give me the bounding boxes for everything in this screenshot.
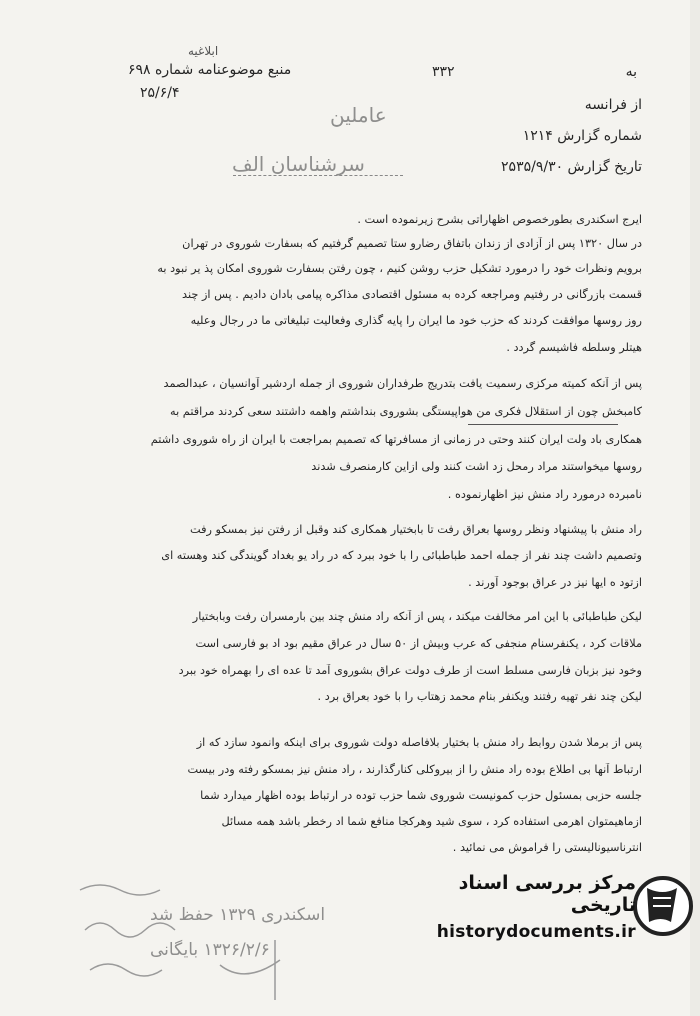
body-line: وتصمیم داشت چند نفر از جمله احمد طباطبائی را با خود ببرد که در راد یو بغداد گویندگی کند وهسته ای (161, 549, 642, 562)
handwritten-note-1: عاملین (330, 103, 387, 127)
recipient-value: ۳۳۲ (432, 64, 455, 80)
body-line: لیکن طباطبائی با این امر مخالفت میکند ، پس از آنکه راد منش چند بین بارمسران رفت وبابختیار (192, 610, 642, 623)
logo-url: historydocuments.ir (436, 922, 636, 942)
body-line: لیکن چند نفر تهیه رفتند ویکنفر بنام محمد زهتاب را با خود بعراق برد . (317, 690, 642, 703)
body-line: قسمت بازرگانی در رفتیم ومراجعه کرده به مسئول اقتصادی مذاکره پیامی بادان دادیم . پس از چند (182, 288, 642, 301)
body-line: برویم ونظرات خود را درمورد تشکیل حزب روشن کنیم ، چون رفتن بسفارت شوروی امکان پذ یر نبود به (157, 262, 642, 275)
body-line: ایرج اسکندری بطورخصوص اظهاراتی بشرح زیرنموده است . (357, 213, 642, 226)
handwritten-scribbles (70, 870, 310, 1010)
body-line: جلسه حزبی بمسئول حزب کمونیست شوروی شما حزب توده در ارتباط بوده اظهار میدارد شما (200, 789, 642, 802)
handwritten-underline (233, 175, 403, 176)
report-number: شماره گزارش ۱۲۱۴ (522, 128, 642, 144)
body-line: راد منش با پیشنهاد ونظر روسها بعراق رفت تا بابختیار همکاری کند وقبل از رفتن نیز بمسکو رفت (190, 523, 642, 536)
body-line: در سال ۱۳۲۰ پس از آزادی از زندان باتفاق رضارو ستا تصمیم گرفتیم که بسفارت شوروی در تهران (182, 237, 642, 250)
body-line: کامبخش چون از استقلال فکری من هواپیستگی بشوروی بنداشتم واهمه داشتند سعی کردند مراقتم به (170, 405, 642, 418)
body-line: ازتود ه ایها نیز در عراق بوجود آورند . (468, 576, 642, 589)
body-line: پس از برملا شدن روابط راد منش با بختیار بلافاصله دولت شوروی برای اینکه وانمود سازد که از (196, 736, 642, 749)
sender-line: از فرانسه (584, 97, 642, 113)
name-underline (468, 424, 618, 425)
footer-handwriting-2: ۱۳۲۶/۲/۶ بایگانی (150, 940, 270, 960)
body-line: روز روسها موافقت کردند که حزب خود ما ایران را پایه گذاری وفعالیت تبلیغاتی ما در رجال وعلیه (190, 314, 642, 327)
stamp-top-text: ابلاغیه (188, 44, 219, 58)
logo-title: مرکز بررسی اسناد تاریخی (458, 872, 636, 916)
body-line: ازماهیمتوان اهرمی استفاده کرد ، سوی شید وهرکجا منافع شما اد رخطر باشد همه مسائل (221, 815, 642, 828)
body-line: روسها میخواستند مراد رمحل زد اشت کنند ولی ازاین کارمنصرف شدند (311, 460, 642, 473)
body-line: ارتباط آنها بی اطلاع بوده راد منش را از بیروکلی کنارگذارند ، راد منش نیز بمسکو رفته ودر بیست (187, 763, 642, 776)
logo-text-block (414, 872, 636, 942)
body-line: پس از آنکه کمیته مرکزی رسمیت یافت بتدریج طرفداران شوروی از جمله اردشیر آوانسیان ، عبدالصمد (163, 377, 642, 390)
body-line: وخود نیز بزبان فارسی مسلط است از طرف دولت عراق بشوروی آمد تا عده ای را بهمراه خود ببرد (178, 664, 642, 677)
source-date: ۲۵/۶/۴ (140, 85, 180, 101)
body-line: نامبرده درمورد راد منش نیز اظهارنموده . (447, 488, 642, 501)
report-date: تاریخ گزارش ۲۵۳۵/۹/۳۰ (501, 159, 642, 175)
source-number: منبع موضوعنامه شماره ۶۹۸ (128, 62, 292, 78)
body-line: هیتلر وسلطه فاشیسم گردد . (506, 341, 642, 354)
handwritten-note-2: سرشناسان الف (232, 152, 365, 176)
body-line: ملاقات کرد ، یکنفرسنام منجفی که عرب وبیش از ۵۰ سال در عراق مقیم بود اد بو فارسی است (195, 637, 642, 650)
body-line: همکاری باد ولت ایران کنند وحتی در زمانی از مسافرتها که تصمیم بمراجعت با ایران از راه شوروی داشتم (150, 433, 642, 446)
recipient-label: به (625, 64, 637, 80)
body-line: انترناسیونالیستی را فراموش می نمائید . (452, 841, 642, 854)
footer-handwriting-1: اسکندری ۱۳۲۹ حفظ شد (150, 905, 326, 925)
